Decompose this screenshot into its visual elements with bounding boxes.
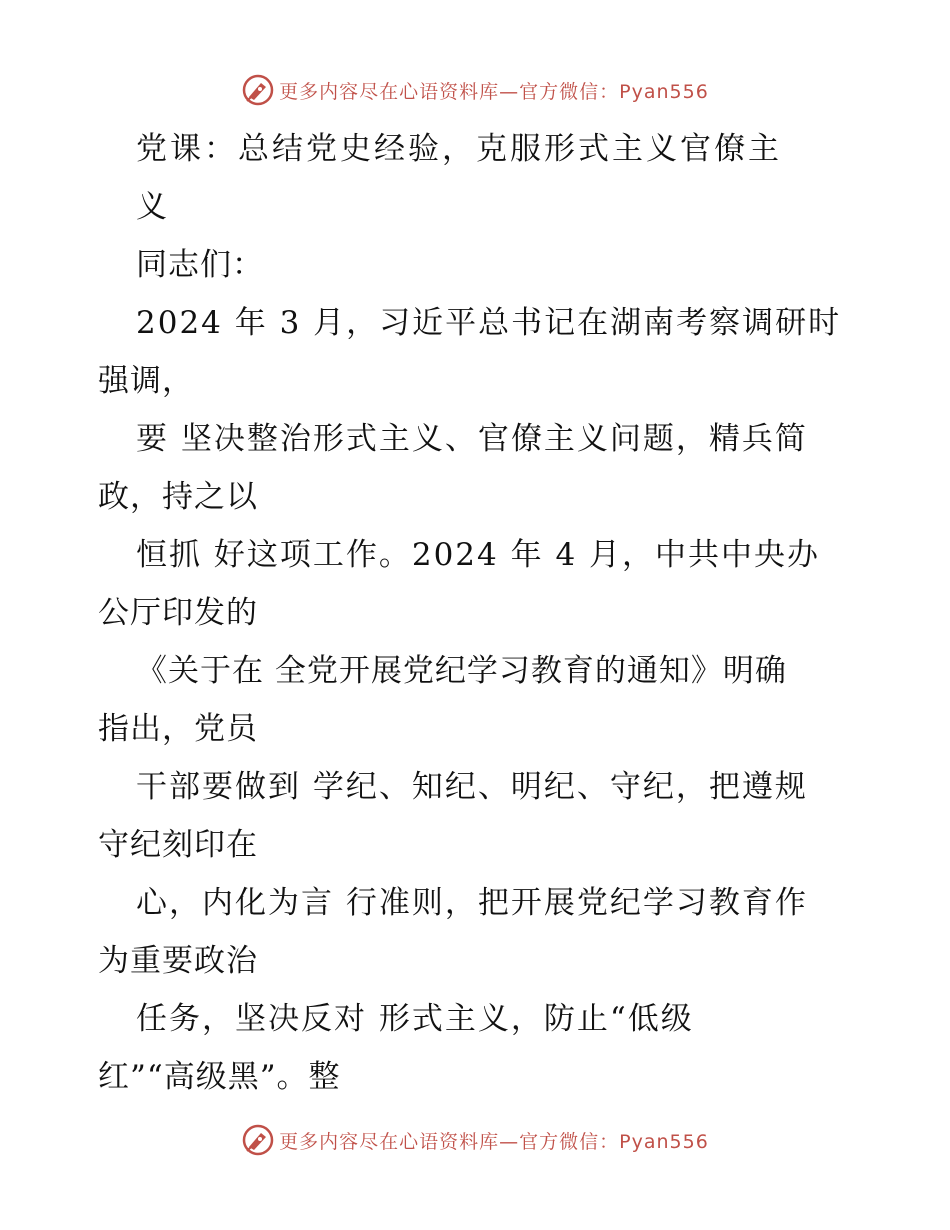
watermark-text: 更多内容尽在心语资料库—官方微信：Pyan556 [279, 80, 709, 103]
paragraph-line: 强调， [98, 363, 194, 399]
paragraph-line: 恒抓 好这项工作。2024 年 4 月，中共中央办 [136, 537, 821, 573]
paragraph-line: 指出，党员 [98, 711, 258, 747]
watermark-text: 更多内容尽在心语资料库—官方微信：Pyan556 [279, 1130, 709, 1153]
paragraph-line: 守纪刻印在 [98, 827, 258, 863]
paragraph-line: 红”“高级黑”。整 [98, 1059, 341, 1095]
pen-nib-logo-icon [241, 73, 275, 107]
document-title-line-1: 党课：总结党史经验，克服形式主义官僚主 [136, 131, 782, 167]
paragraph-line: 政，持之以 [98, 479, 258, 515]
paragraph-line: 2024 年 3 月，习近平总书记在湖南考察调研时 [136, 305, 842, 341]
greeting: 同志们： [136, 247, 264, 283]
paragraph-line: 公厅印发的 [98, 595, 258, 631]
pen-nib-logo-icon [241, 1123, 275, 1157]
paragraph-line: 为重要政治 [98, 943, 258, 979]
paragraph-line: 干部要做到 学纪、知纪、明纪、守纪，把遵规 [136, 769, 808, 805]
paragraph-line: 心，内化为言 行准则，把开展党纪学习教育作 [136, 885, 808, 921]
paragraph-line: 要 坚决整治形式主义、官僚主义问题，精兵简 [136, 421, 808, 457]
footer-watermark [0, 1122, 950, 1158]
paragraph-line: 《关于在 全党开展党纪学习教育的通知》明确 [136, 653, 787, 689]
document-title-line-2: 义 [136, 189, 168, 225]
header-watermark [0, 72, 950, 108]
paragraph-line: 任务，坚决反对 形式主义，防止“低级 [136, 1001, 694, 1037]
